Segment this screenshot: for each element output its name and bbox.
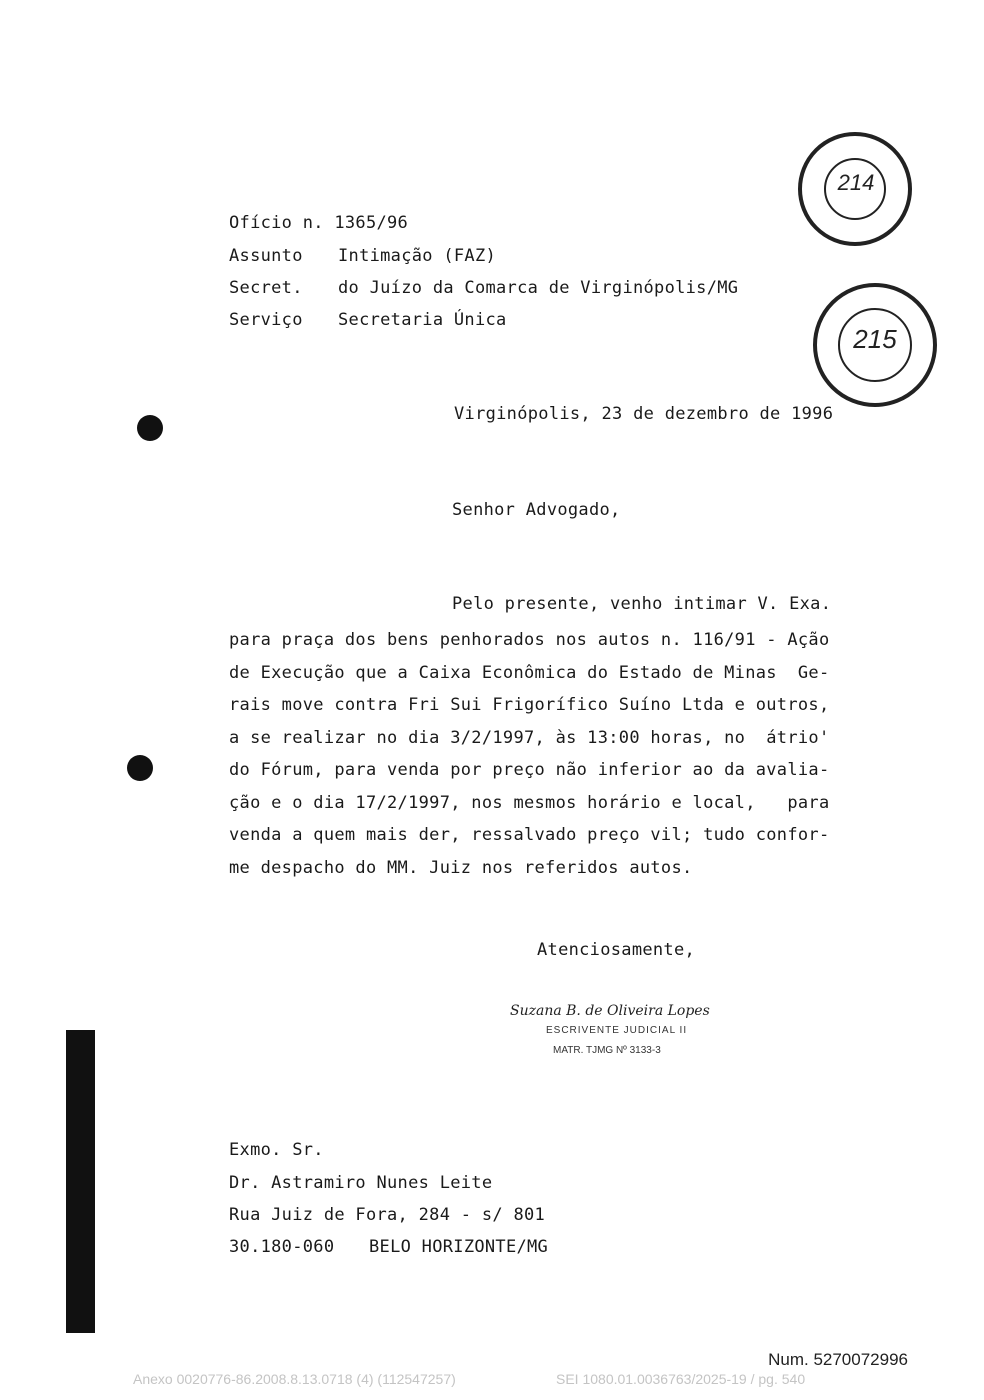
tribunal-seal-stamp [810, 280, 940, 410]
body-line-1: Pelo presente, venho intimar V. Exa. [452, 594, 832, 614]
body-line-4: rais move contra Fri Sui Frigorífico Suíno Ltda e outros, [229, 695, 830, 715]
recipient-name: Dr. Astramiro Nunes Leite [229, 1173, 493, 1193]
body-line-2: para praça dos bens penhorados nos autos n. 116/91 - Ação [229, 630, 830, 650]
sei-reference: SEI 1080.01.0036763/2025-19 / pg. 540 [556, 1371, 806, 1387]
secret-label: Secret. [229, 278, 303, 298]
secretaria-seal-stamp [796, 130, 914, 248]
oficio-number: Ofício n. 1365/96 [229, 213, 409, 233]
document-number: Num. 5270072996 [768, 1350, 908, 1369]
salutation: Senhor Advogado, [452, 500, 621, 520]
date-line: Virginópolis, 23 de dezembro de 1996 [454, 404, 834, 424]
body-line-5: a se realizar no dia 3/2/1997, às 13:00 horas, no átrio' [229, 728, 830, 748]
secret-value: do Juízo da Comarca de Virginópolis/MG [338, 278, 739, 298]
servico-label: Serviço [229, 310, 303, 330]
assunto-value: Intimação (FAZ) [338, 246, 497, 266]
body-line-7: ção e o dia 17/2/1997, nos mesmos horário e local, para [229, 793, 830, 813]
body-line-9: me despacho do MM. Juiz nos referidos autos. [229, 858, 693, 878]
recipient-cep: 30.180-060 [229, 1237, 335, 1257]
punch-hole-top [137, 415, 163, 441]
body-line-6: do Fórum, para venda por preço não inferior ao da avalia- [229, 760, 830, 780]
body-line-3: de Execução que a Caixa Econômica do Estado de Minas Ge- [229, 663, 830, 683]
body-line-8: venda a quem mais der, ressalvado preço vil; tudo confor- [229, 825, 830, 845]
recipient-street: Rua Juiz de Fora, 284 - s/ 801 [229, 1205, 546, 1225]
signature-name: Suzana B. de Oliveira Lopes [510, 1003, 710, 1019]
recipient-title: Exmo. Sr. [229, 1140, 324, 1160]
seal-page-number-214: 214 [837, 170, 875, 195]
signature-registration: MATR. TJMG Nº 3133-3 [553, 1045, 661, 1056]
recipient-city: BELO HORIZONTE/MG [369, 1237, 549, 1257]
anexo-reference: Anexo 0020776-86.2008.8.13.0718 (4) (112547257) [133, 1371, 456, 1387]
assunto-label: Assunto [229, 246, 303, 266]
seal-page-number-215: 215 [853, 324, 897, 354]
servico-value: Secretaria Única [338, 310, 507, 330]
scan-edge-bar [66, 1030, 95, 1333]
closing: Atenciosamente, [537, 940, 696, 960]
punch-hole-bottom [127, 755, 153, 781]
signature-role: ESCRIVENTE JUDICIAL II [546, 1025, 688, 1036]
